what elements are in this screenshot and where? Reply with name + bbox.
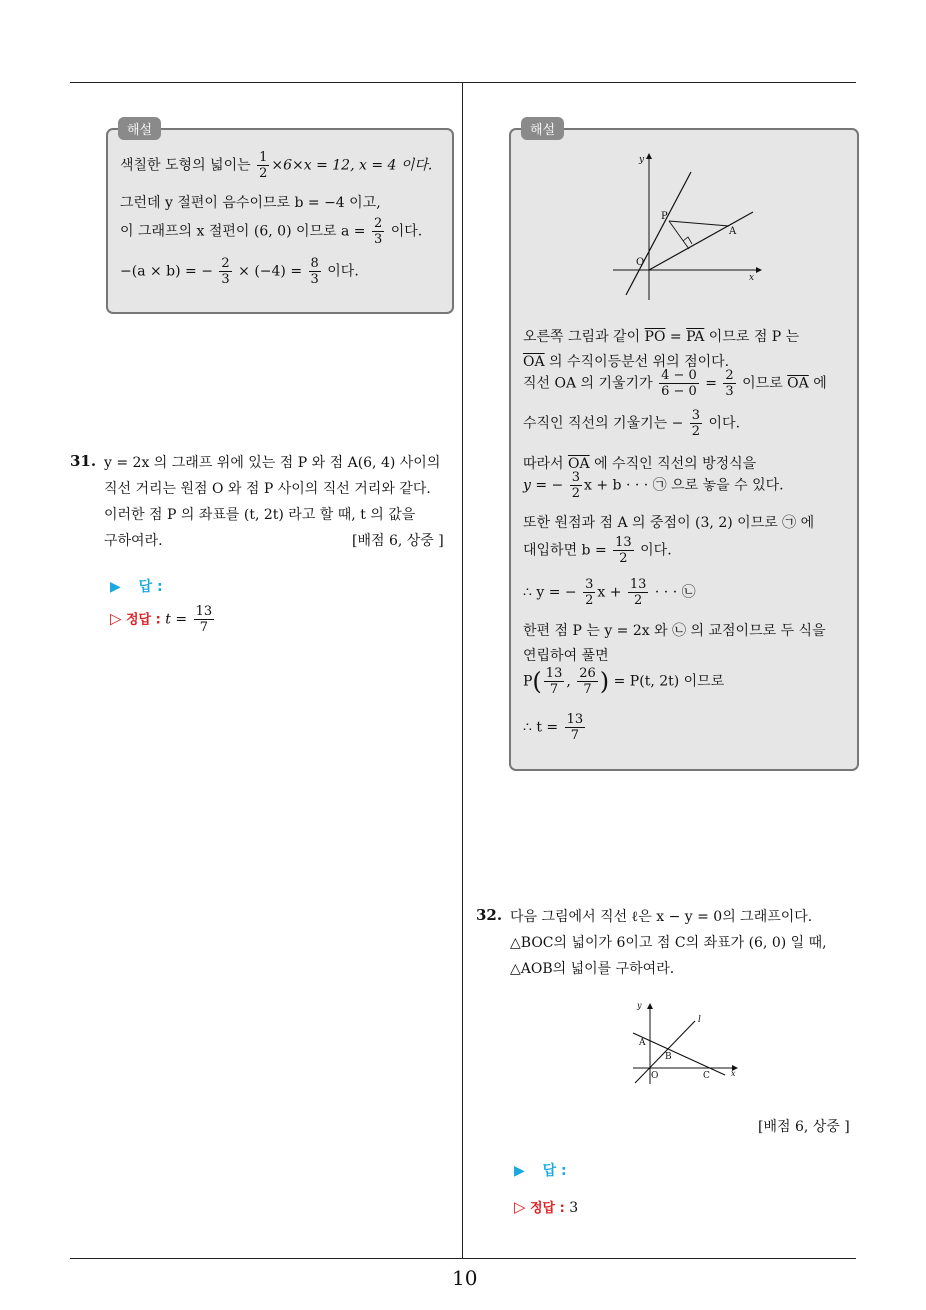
correct-label: 정답 : <box>126 612 161 628</box>
solution-line: y = − $\frac{3}{2}$ x + b · · · ㉠ 으로 놓을 수 있다. <box>523 470 784 501</box>
column-divider <box>462 82 463 1258</box>
svg-text:l: l <box>698 1015 701 1025</box>
svg-text:A: A <box>639 1038 646 1048</box>
triangle-outline-icon: ▷ <box>110 609 122 628</box>
answer-row[interactable] <box>514 1160 567 1180</box>
page-number: 10 <box>452 1266 478 1290</box>
solution-line: 이 그래프의 x 절편이 (6, 0) 이므로 a = $\frac{2}{3}$ 이다. <box>120 216 423 247</box>
problem-31-text: 구하여라. <box>104 533 163 549</box>
solution-line: 오른쪽 그림과 같이 $\overline{PO} = \overline{PA}$ 이므로 점 P 는 <box>523 329 800 345</box>
svg-text:B: B <box>665 1052 672 1062</box>
solution-line: $\overline{OA}$ 의 수직이등분선 위의 점이다. <box>523 354 730 370</box>
solution-line: ∴ y = − $\frac{3}{2}$ x + $\frac{13}{2}$ · · · ㉡ <box>523 577 696 608</box>
svg-text:P: P <box>661 211 668 222</box>
fraction: $\frac{13}{7}$ <box>545 666 563 697</box>
triangle-graph-figure <box>625 998 745 1088</box>
solution-line: −(a × b) = − $\frac{2}{3}$ × (−4) = $\frac{8}{3}$ 이다. <box>120 256 359 287</box>
problem-31-text: 이러한 점 P 의 좌표를 (t, 2t) 라고 할 때, t 의 값을 <box>104 507 416 523</box>
solution-line: P( $\frac{13}{7}$ , $\frac{26}{7}$ ) = P(t, 2t) 이므로 <box>523 666 725 697</box>
answer-row[interactable] <box>110 576 163 596</box>
svg-text:A: A <box>729 226 737 237</box>
problem-31-points: [배점 6, 상중 ] <box>352 533 444 549</box>
problem-32-points: [배점 6, 상중 ] <box>758 1119 850 1135</box>
bottom-rule <box>70 1258 856 1259</box>
fraction: $\frac{2}{3}$ <box>221 256 230 287</box>
solution-line: 대입하면 b = $\frac{13}{2}$ 이다. <box>523 535 672 566</box>
solution-line: 색칠한 도형의 넓이는 $\frac{1}{2}$ ×6×x = 12, x = 4 이다. <box>120 150 433 181</box>
problem-32-number: 32. <box>476 906 503 924</box>
solution-line: 따라서 $\overline{OA}$ 에 수직인 직선의 방정식을 <box>523 456 757 472</box>
fraction: $\frac{4 - 0}{6 - 0}$ <box>661 368 697 399</box>
solution-line: 또한 원점과 점 A 의 중점이 (3, 2) 이므로 ㉠ 에 <box>523 515 815 531</box>
solution-line: 그런데 y 절편이 음수이므로 b = −4 이고, <box>120 195 381 211</box>
solution-line: 한편 점 P 는 y = 2x 와 ㉡ 의 교점이므로 두 식을 <box>523 623 826 639</box>
fraction: $\frac{26}{7}$ <box>579 666 596 697</box>
problem-32-text: 다음 그림에서 직선 ℓ은 x − y = 0의 그래프이다. <box>510 909 813 925</box>
problem-31-text: y = 2x 의 그래프 위에 있는 점 P 와 점 A(6, 4) 사이의 <box>104 455 441 471</box>
problem-32-text: △BOC의 넓이가 6이고 점 C의 좌표가 (6, 0) 일 때, <box>510 935 827 951</box>
problem-31-number: 31. <box>70 452 97 470</box>
svg-text:O: O <box>636 257 645 268</box>
svg-text:x: x <box>749 273 755 283</box>
fraction: $\frac{2}{3}$ <box>725 368 734 399</box>
problem-31-text: 직선 거리는 원점 O 와 점 P 사이의 직선 거리와 같다. <box>104 481 431 497</box>
correct-answer-row: ▷ 정답 : t = $\frac{13}{7}$ <box>110 604 213 635</box>
solution-line: ∴ t = $\frac{13}{7}$ <box>523 712 584 743</box>
fraction: $\frac{3}{2}$ <box>691 408 701 439</box>
fraction: $\frac{1}{2}$ <box>259 150 268 181</box>
top-rule <box>70 82 856 83</box>
solution-line: 연립하여 풀면 <box>523 648 609 664</box>
play-icon: ▶ <box>514 1163 525 1179</box>
correct-label: 정답 : <box>530 1201 565 1216</box>
solution-tag: 해설 <box>118 117 161 140</box>
solution-tag: 해설 <box>521 117 564 140</box>
answer-label: 답 : <box>542 1163 567 1179</box>
fraction: $\frac{3}{2}$ <box>585 577 594 608</box>
fraction: $\frac{13}{7}$ <box>195 604 213 635</box>
fraction: $\frac{13}{2}$ <box>615 535 632 566</box>
solution-box-left <box>106 123 454 314</box>
play-icon: ▶ <box>110 579 121 595</box>
correct-answer-row: ▷ 정답 : 3 <box>514 1198 579 1216</box>
problem-32-text: △AOB의 넓이를 구하여라. <box>510 961 675 977</box>
fraction: $\frac{13}{2}$ <box>629 577 647 608</box>
triangle-outline-icon: ▷ <box>514 1198 526 1216</box>
svg-text:x: x <box>731 1069 736 1078</box>
svg-text:C: C <box>703 1071 710 1081</box>
answer-label: 답 : <box>138 579 163 595</box>
solution-box-right <box>509 123 859 771</box>
fraction: $\frac{8}{3}$ <box>310 256 319 287</box>
solution-line: 수직인 직선의 기울기는 − $\frac{3}{2}$ 이다. <box>523 408 741 439</box>
fraction: $\frac{13}{7}$ <box>566 712 584 743</box>
fraction: $\frac{2}{3}$ <box>373 216 383 247</box>
solution-line: 직선 OA 의 기울기가 $\frac{4 - 0}{6 - 0}$ = $\frac{2}{3}$ 이므로 $\overline{OA}$ 에 <box>523 368 827 399</box>
svg-text:O: O <box>651 1071 659 1081</box>
svg-text:y: y <box>639 155 645 165</box>
svg-text:y: y <box>637 1001 642 1010</box>
perpendicular-bisector-figure <box>611 150 771 300</box>
fraction: $\frac{3}{2}$ <box>571 470 581 501</box>
